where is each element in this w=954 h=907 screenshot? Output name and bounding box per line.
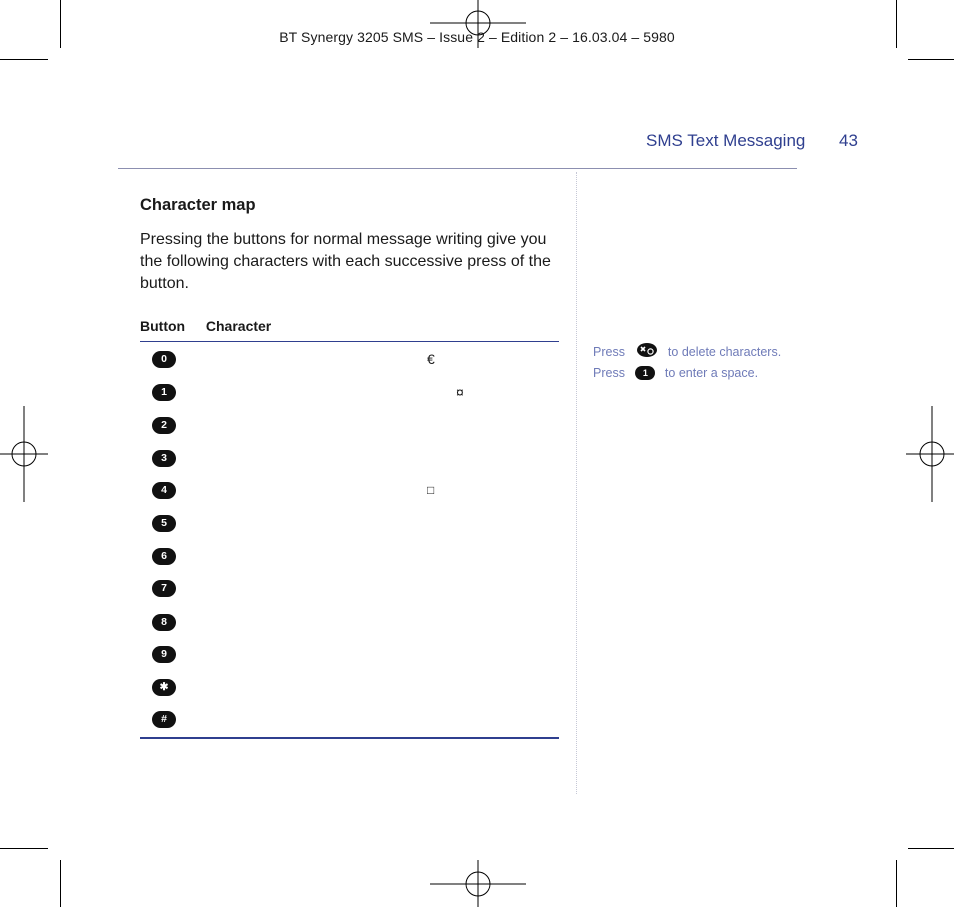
- main-content: [140, 196, 560, 295]
- registration-mark-left: [0, 406, 48, 502]
- tip-prefix: Press: [593, 344, 625, 359]
- table-row: [140, 480, 559, 504]
- crop-mark: [60, 860, 61, 907]
- key-9-icon: 9: [152, 646, 176, 663]
- crop-mark: [896, 860, 897, 907]
- key-6-icon: 6: [152, 548, 176, 565]
- print-info-header: BT Synergy 3205 SMS – Issue 2 – Edition 2 – 16.03.04 – 5980: [279, 29, 675, 45]
- key-2-icon: 2: [152, 417, 176, 434]
- table-bottom-rule: [140, 737, 559, 739]
- column-divider: [576, 172, 577, 794]
- table-row: [140, 382, 559, 406]
- table-row: [140, 709, 559, 733]
- registration-mark-bottom: [430, 860, 526, 907]
- registration-mark-right: [906, 406, 954, 502]
- crop-mark: [908, 59, 954, 60]
- key-8-icon: 8: [152, 614, 176, 631]
- table-top-rule: [140, 341, 559, 342]
- tip-prefix: Press: [593, 365, 625, 380]
- table-row: [140, 677, 559, 701]
- header-rule: [118, 168, 797, 169]
- table-row: [140, 448, 559, 472]
- special-character: □: [427, 483, 435, 497]
- table-row: [140, 644, 559, 668]
- page-heading: Character map: [140, 196, 256, 214]
- key-3-icon: 3: [152, 450, 176, 467]
- key-1-icon: 1: [152, 384, 176, 401]
- special-character: ¤: [456, 384, 464, 400]
- crop-mark: [908, 848, 954, 849]
- key-5-icon: 5: [152, 515, 176, 532]
- column-header-button: Button: [140, 318, 186, 334]
- key-0-icon: 0: [152, 351, 176, 368]
- table-row: [140, 349, 559, 373]
- crop-mark: [0, 848, 48, 849]
- delete-key-icon: [636, 342, 658, 361]
- key-hash-icon: #: [152, 711, 176, 728]
- key-star-icon: ✱: [152, 679, 176, 696]
- intro-paragraph: Pressing the buttons for normal message writing give you the following characters with each successive press of the button.: [140, 231, 551, 292]
- page-number: 43: [839, 131, 858, 150]
- table-row: [140, 612, 559, 636]
- table-row: [140, 513, 559, 537]
- table-row: [140, 415, 559, 439]
- special-character: €: [427, 351, 435, 367]
- key-1-icon: 1: [635, 366, 655, 380]
- key-4-icon: 4: [152, 482, 176, 499]
- crop-mark: [0, 59, 48, 60]
- table-header: [140, 318, 559, 334]
- tip-text: to delete characters.: [667, 344, 782, 359]
- tip-delete: [593, 342, 781, 361]
- tip-space: [593, 365, 758, 380]
- table-row: [140, 546, 559, 570]
- column-header-character: Character: [205, 318, 272, 334]
- section-title: SMS Text Messaging: [646, 131, 806, 150]
- key-7-icon: 7: [152, 580, 176, 597]
- table-row: [140, 578, 559, 602]
- tip-text: to enter a space.: [664, 365, 759, 380]
